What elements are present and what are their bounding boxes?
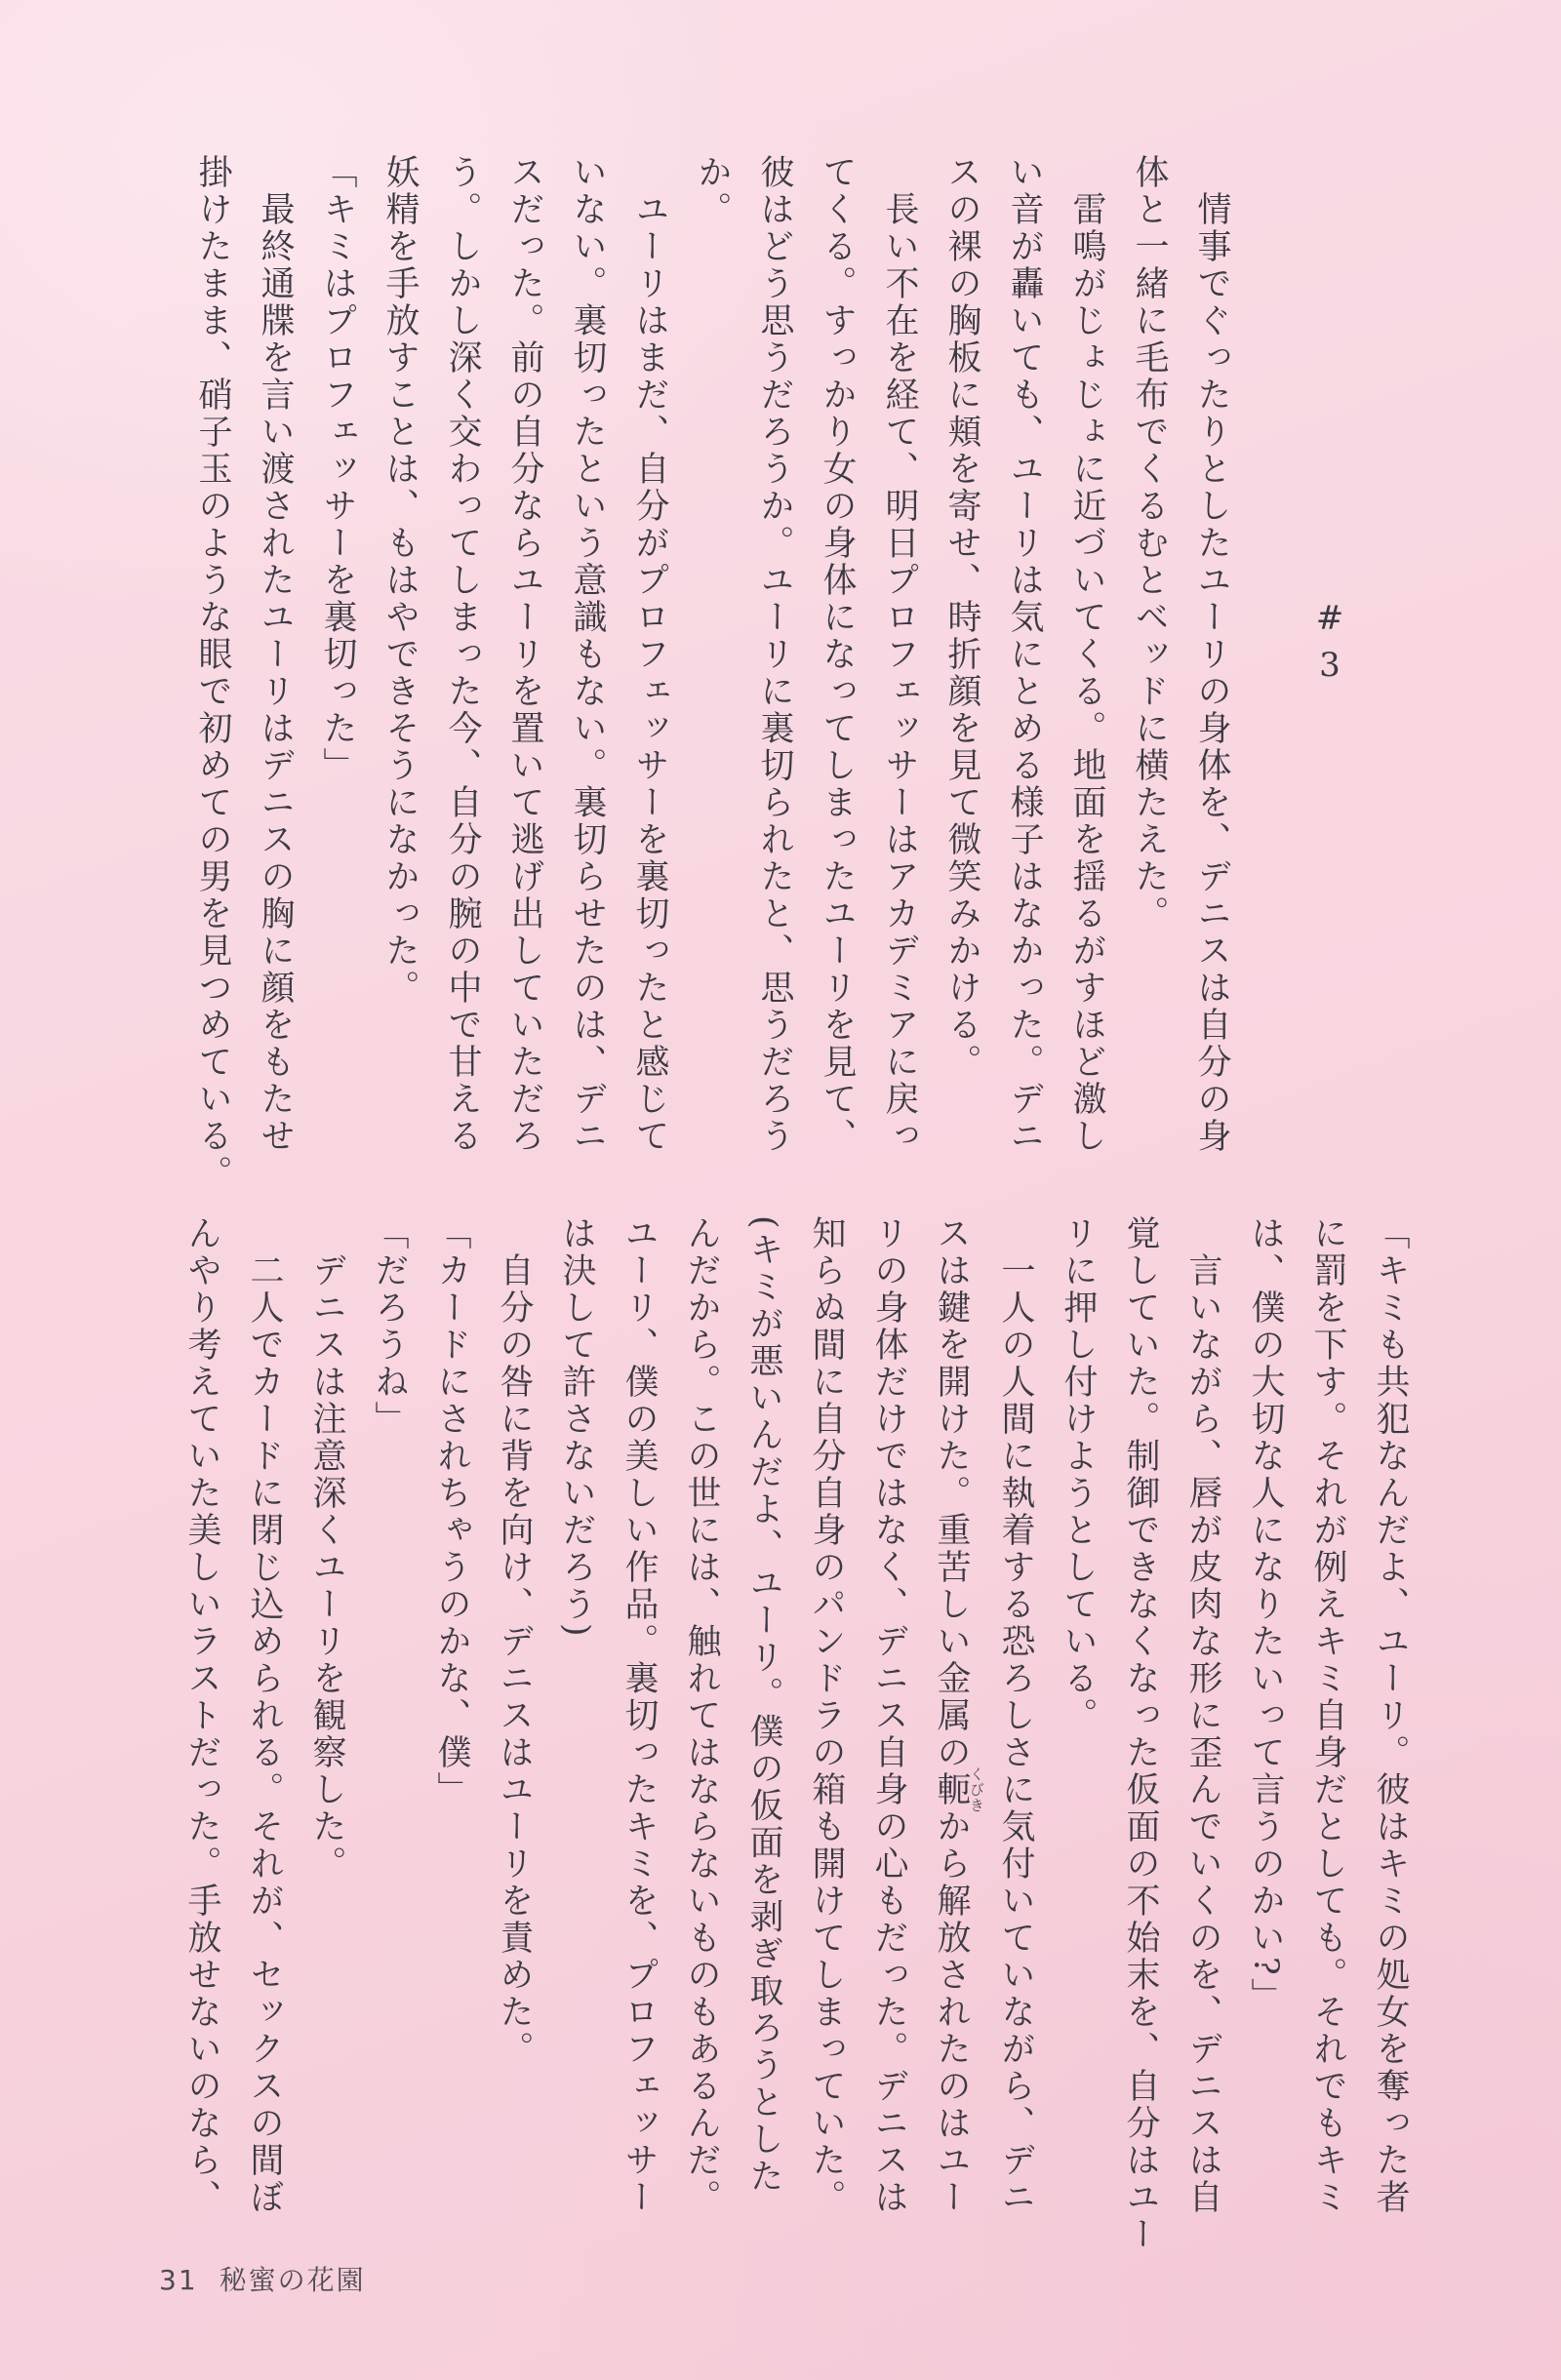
- top-text-block: [181, 154, 1243, 1192]
- text-line: ユーリはまだ、自分がプロフェッサーを裏切ったと感じて: [630, 154, 669, 1155]
- text-line: デニスは注意深くユーリを観察した。: [307, 1215, 346, 1883]
- text-line: んやり考えていた美しいラストだった。手放せないのなら、: [182, 1215, 221, 2216]
- text-line: 自分の咎に背を向け、デニスはユーリを責めた。: [495, 1215, 534, 2068]
- text-line: う。しかし深く交わってしまった今、自分の腕の中で甘える: [443, 154, 482, 1155]
- text-line: 知らぬ間に自分自身のパンドラの箱も開けてしまっていた。: [807, 1215, 846, 2216]
- page-number: 31: [159, 2264, 198, 2296]
- furigana: くびき: [968, 1766, 985, 1813]
- text-line: か。: [693, 154, 732, 228]
- text-line: 長い不在を経て、明日プロフェッサーはアカデミアに戻っ: [880, 154, 919, 1155]
- text-line: スは鍵を開けた。重苦しい金属の軛くびきから解放されたのはユー: [932, 1215, 985, 2216]
- chapter-marker: #3: [1310, 599, 1349, 693]
- bottom-text-block: [171, 1215, 1421, 2253]
- text-line: 雷鳴がじょじょに近づいてくる。地面を揺るがすほど激し: [1067, 154, 1106, 1155]
- text-line: 「カードにされちゃうのかな、僕」: [432, 1215, 471, 1808]
- text-line: 一人の人間に執着する恐ろしさに気付いていながら、デニ: [996, 1215, 1035, 2216]
- text-line: 「キミはプロフェッサーを裏切った」: [318, 154, 357, 784]
- text-line: い音が轟いても、ユーリは気にとめる様子はなかった。デニ: [1005, 154, 1044, 1155]
- text-line: 「だろうね」: [370, 1215, 409, 1438]
- text-line: ユーリ、僕の美しい作品。裏切ったキミを、プロフェッサー: [620, 1215, 659, 2216]
- text-line: は、僕の大切な人になりたいって言うのかい?」: [1246, 1215, 1285, 2015]
- text-line: いない。裏切ったという意識もない。裏切らせたのは、デニ: [568, 154, 607, 1155]
- text-line: (キミが悪いんだよ、ユーリ。僕の仮面を剥ぎ取ろうとした: [744, 1215, 783, 2196]
- text-line: 体と一緒に毛布でくるむとベッドに横たえた。: [1130, 154, 1169, 932]
- text-line: 最終通牒を言い渡されたユーリはデニスの胸に顔をもたせ: [256, 154, 295, 1155]
- book-title: 秘蜜の花園: [219, 2264, 366, 2296]
- text-line: 彼はどう思うだろうか。ユーリに裏切られたと、思うだろう: [755, 154, 794, 1155]
- text-line: スだった。前の自分ならユーリを置いて逃げ出していただろ: [505, 154, 544, 1155]
- text-line: てくる。すっかり女の身体になってしまったユーリを見て、: [818, 154, 857, 1155]
- text-line: 覚していた。制御できなくなった仮面の不始末を、自分はユー: [1121, 1215, 1160, 2253]
- text-line: リに押し付けようとしている。: [1059, 1215, 1098, 1734]
- text-line: 言いながら、唇が皮肉な形に歪んでいくのを、デニスは自: [1183, 1215, 1222, 2216]
- ruby-annotated-word: 軛くびき: [932, 1766, 985, 1813]
- text-line: は決して許さないだろう): [557, 1215, 596, 1640]
- text-line: 二人でカードに閉じ込められる。それが、セックスの間ぼ: [245, 1215, 284, 2216]
- text-line: 掛けたまま、硝子玉のような眼で初めての男を見つめている。: [193, 154, 232, 1192]
- text-line: 情事でぐったりとしたユーリの身体を、デニスは自分の身: [1192, 154, 1231, 1155]
- text-line: リの身体だけではなく、デニス自身の心もだった。デニスは: [869, 1215, 908, 2216]
- text-line: 妖精を手放すことは、もはやできそうになかった。: [380, 154, 420, 1007]
- text-line: に罰を下す。それが例えキミ自身だとしても。それでもキミ: [1308, 1215, 1347, 2216]
- text-line: スの裸の胸板に頬を寄せ、時折顔を見て微笑みかける。: [942, 154, 981, 1081]
- text-line: 「キミも共犯なんだよ、ユーリ。彼はキミの処女を奪った者: [1371, 1215, 1410, 2216]
- page-footer: [159, 2259, 366, 2298]
- text-line: んだから。この世には、触れてはならないものもあるんだ。: [682, 1215, 721, 2216]
